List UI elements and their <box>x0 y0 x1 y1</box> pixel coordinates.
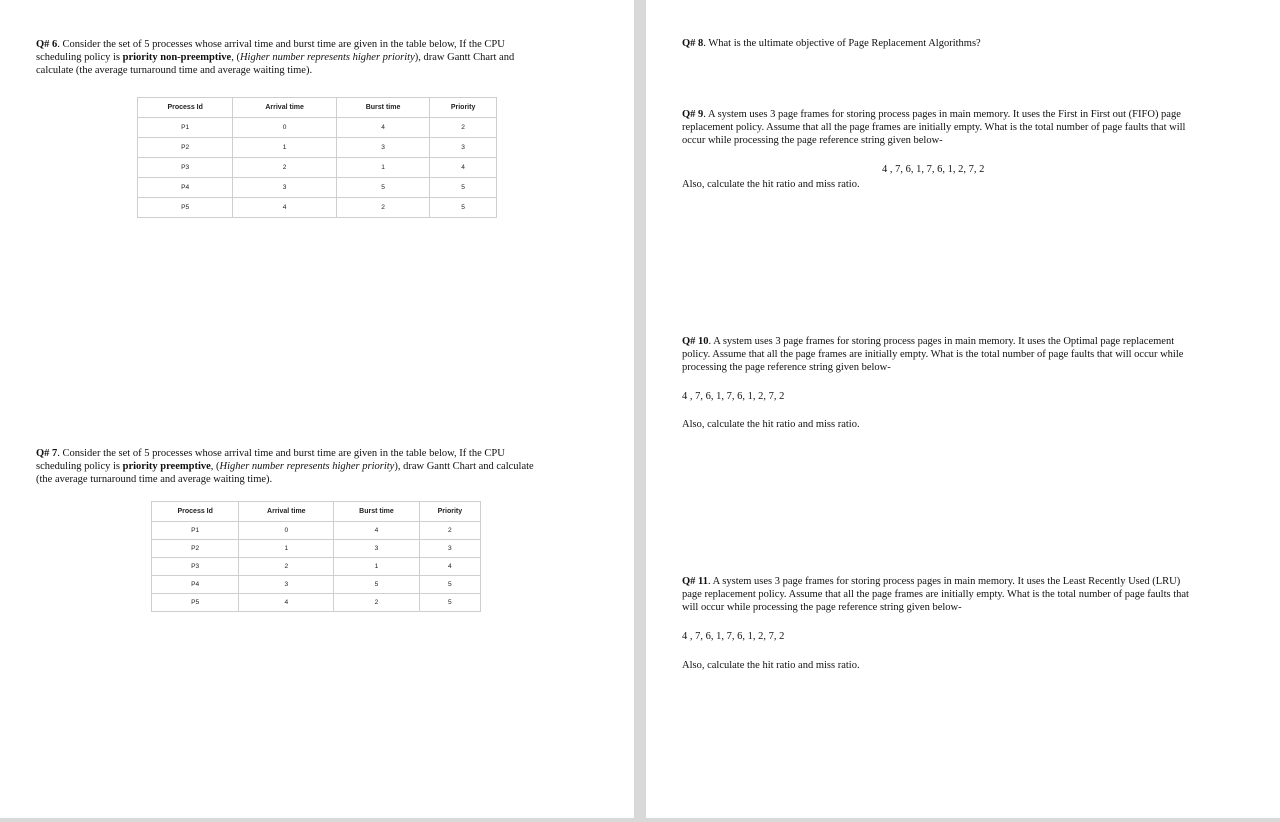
table-header-row <box>152 502 481 522</box>
table-cell: P4 <box>152 576 239 594</box>
table-cell: P1 <box>152 522 239 540</box>
question-7-line-3: (the average turnaround time and average waiting time). <box>36 474 273 485</box>
question-8 <box>682 37 981 50</box>
question-7-line-1: . Consider the set of 5 processes whose arrival time and burst time are given in the table below, If the CPU <box>57 448 505 459</box>
table-cell: 1 <box>233 138 337 158</box>
table-row <box>152 540 481 558</box>
table-row <box>138 158 497 178</box>
table-cell: P2 <box>152 540 239 558</box>
question-7 <box>36 447 534 486</box>
question-9-line-2: replacement policy. Assume that all the page frames are initially empty. What is the total number of page faults that will <box>682 122 1186 133</box>
question-7-line-2c: , ( <box>210 461 220 472</box>
table-cell: P3 <box>152 558 239 576</box>
table-cell: P2 <box>138 138 233 158</box>
column-header-priority: Priority <box>430 98 497 118</box>
process-table-q7 <box>151 501 481 612</box>
table-cell: 3 <box>336 138 429 158</box>
question-10 <box>682 335 1183 374</box>
document-page-left <box>0 0 634 818</box>
question-7-priority-note: Higher number represents higher priority <box>219 461 395 472</box>
table-cell: P5 <box>138 198 233 218</box>
question-6-number: Q# 6 <box>36 39 58 50</box>
question-11-also: Also, calculate the hit ratio and miss ratio. <box>682 660 860 671</box>
column-header-process-id: Process Id <box>152 502 239 522</box>
table-cell: 2 <box>430 118 497 138</box>
table-cell: 4 <box>233 198 337 218</box>
table-cell: 4 <box>419 558 480 576</box>
table-cell: 0 <box>233 118 337 138</box>
table-row <box>152 558 481 576</box>
question-6-line-1: . Consider the set of 5 processes whose arrival time and burst time are given in the table below, If the CPU <box>57 39 505 50</box>
question-8-text: . What is the ultimate objective of Page Replacement Algorithms? <box>703 38 981 49</box>
question-10-line-1: . A system uses 3 page frames for storing process pages in main memory. It uses the Optimal page replacement <box>708 336 1175 347</box>
table-cell: 3 <box>233 178 337 198</box>
table-cell: 0 <box>239 522 334 540</box>
document-page-right <box>646 0 1280 818</box>
question-9-also: Also, calculate the hit ratio and miss ratio. <box>682 179 860 190</box>
question-6-line-2e: ), draw Gantt Chart and <box>414 52 515 63</box>
table-cell: 1 <box>239 540 334 558</box>
question-11-reference-string: 4 , 7, 6, 1, 7, 6, 1, 2, 7, 2 <box>682 631 785 642</box>
table-cell: 5 <box>430 198 497 218</box>
table-cell: 4 <box>334 522 419 540</box>
table-row <box>138 118 497 138</box>
question-9-line-3: occur while processing the page reference string given below- <box>682 135 943 146</box>
question-7-number: Q# 7 <box>36 448 58 459</box>
question-6-line-3: calculate (the average turnaround time and average waiting time). <box>36 65 313 76</box>
question-10-line-3: processing the page reference string given below- <box>682 362 891 373</box>
question-9-line-1: . A system uses 3 page frames for storing process pages in main memory. It uses the First in First out (FIFO) page <box>703 109 1181 120</box>
table-cell: 2 <box>334 594 419 612</box>
question-7-line-2e: ), draw Gantt Chart and calculate <box>394 461 534 472</box>
table-cell: 5 <box>336 178 429 198</box>
question-9-number: Q# 9 <box>682 109 704 120</box>
question-10-number: Q# 10 <box>682 336 709 347</box>
question-6-line-2a: scheduling policy is <box>36 52 123 63</box>
column-header-burst-time: Burst time <box>336 98 429 118</box>
table-row <box>138 178 497 198</box>
table-cell: 3 <box>430 138 497 158</box>
question-11-line-3: will occur while processing the page reference string given below- <box>682 602 962 613</box>
question-6-policy: priority non-preemptive <box>122 52 232 63</box>
table-cell: 5 <box>430 178 497 198</box>
table-cell: 4 <box>239 594 334 612</box>
question-7-line-2a: scheduling policy is <box>36 461 123 472</box>
table-row <box>152 576 481 594</box>
table-cell: P1 <box>138 118 233 138</box>
question-6-line-2c: , ( <box>231 52 240 63</box>
table-cell: P5 <box>152 594 239 612</box>
question-8-number: Q# 8 <box>682 38 704 49</box>
table-cell: 1 <box>334 558 419 576</box>
table-cell: P3 <box>138 158 233 178</box>
column-header-arrival-time: Arrival time <box>233 98 337 118</box>
question-11-line-2: page replacement policy. Assume that all the page frames are initially empty. What is the total number of page faults that <box>682 589 1189 600</box>
column-header-priority: Priority <box>419 502 480 522</box>
table-cell: 3 <box>239 576 334 594</box>
table-cell: 3 <box>419 540 480 558</box>
table-cell: 2 <box>419 522 480 540</box>
table-cell: 5 <box>419 576 480 594</box>
table-cell: 4 <box>430 158 497 178</box>
table-row <box>138 138 497 158</box>
question-10-line-2: policy. Assume that all the page frames are initially empty. What is the total number of page faults that will occur while <box>682 349 1184 360</box>
question-6 <box>36 38 514 77</box>
question-10-also: Also, calculate the hit ratio and miss ratio. <box>682 419 860 430</box>
table-cell: 5 <box>419 594 480 612</box>
column-header-process-id: Process Id <box>138 98 233 118</box>
table-row <box>138 198 497 218</box>
table-cell: 3 <box>334 540 419 558</box>
table-row <box>152 522 481 540</box>
question-11 <box>682 575 1189 614</box>
column-header-burst-time: Burst time <box>334 502 419 522</box>
table-cell: 4 <box>336 118 429 138</box>
table-header-row <box>138 98 497 118</box>
question-11-line-1: . A system uses 3 page frames for storing process pages in main memory. It uses the Least Recently Used (LRU) <box>707 576 1181 587</box>
table-cell: 1 <box>336 158 429 178</box>
table-row <box>152 594 481 612</box>
column-header-arrival-time: Arrival time <box>239 502 334 522</box>
process-table-q6 <box>137 97 497 218</box>
question-7-policy: priority preemptive <box>122 461 211 472</box>
question-6-priority-note: Higher number represents higher priority <box>239 52 415 63</box>
question-9-reference-string: 4 , 7, 6, 1, 7, 6, 1, 2, 7, 2 <box>882 164 985 175</box>
question-11-number: Q# 11 <box>682 576 708 587</box>
table-cell: 2 <box>233 158 337 178</box>
table-cell: 2 <box>336 198 429 218</box>
table-cell: 5 <box>334 576 419 594</box>
question-10-reference-string: 4 , 7, 6, 1, 7, 6, 1, 2, 7, 2 <box>682 391 785 402</box>
table-cell: 2 <box>239 558 334 576</box>
table-cell: P4 <box>138 178 233 198</box>
question-9 <box>682 108 1185 147</box>
